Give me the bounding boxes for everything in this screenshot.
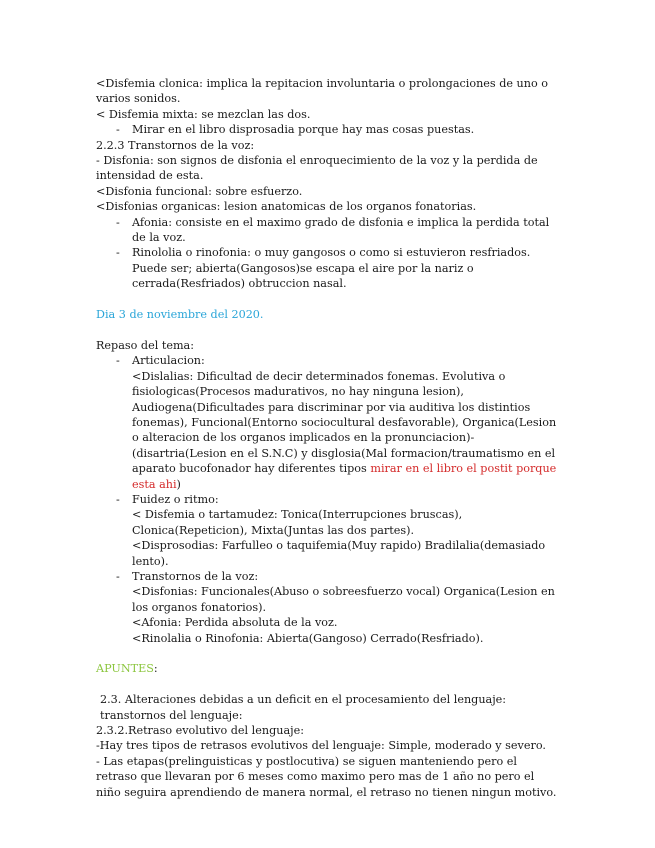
articulacion-end: ) bbox=[176, 477, 181, 491]
afonia-text: <Afonia: Perdida absoluta de la voz. bbox=[132, 616, 338, 630]
list-item bbox=[96, 245, 558, 291]
list-item-label: Transtornos de la voz: bbox=[132, 569, 259, 583]
disfonias-organicas-line: <Disfonias organicas: lesion anatomicas de los organos fonatorias. bbox=[96, 200, 477, 214]
disfonia-line: - Disfonia: son signos de disfonia el enroquecimiento de la voz y la perdida de intensidad de esta. bbox=[96, 154, 538, 183]
disprosodias-text: <Disprosodias: Farfulleo o taquifemia(Muy rapido) Bradilalia(demasiado lento). bbox=[132, 539, 546, 568]
bullet-dash: - bbox=[116, 354, 120, 368]
list-item-voz bbox=[96, 569, 558, 584]
disfemia-mixta-line: < Disfemia mixta: se mezclan las dos. bbox=[96, 107, 311, 121]
list-item-fluidez bbox=[96, 492, 558, 507]
date-heading: Dia 3 de noviembre del 2020. bbox=[96, 308, 264, 322]
list-item-label: Articulacion: bbox=[132, 354, 205, 368]
apuntes-label: APUNTES bbox=[96, 662, 154, 676]
bullet-dash: - bbox=[116, 123, 120, 137]
bullet-dash: - bbox=[116, 569, 120, 583]
list-item-text: Mirar en el libro disprosadia porque hay mas cosas puestas. bbox=[132, 123, 475, 137]
disfonia-funcional-line: <Disfonia funcional: sobre esfuerzo. bbox=[96, 184, 303, 198]
section-heading-2-3-2: 2.3.2.Retraso evolutivo del lenguaje: bbox=[96, 724, 304, 737]
apuntes-colon: : bbox=[153, 662, 158, 676]
rinolalia-text: <Rinolalia o Rinofonia: Abierta(Gangoso) Cerrado(Resfriado). bbox=[132, 631, 484, 645]
disfemia-clonica-line: <Disfemia clonica: implica la repitacion involuntaria o prolongaciones de uno o varios sonidos. bbox=[96, 77, 548, 106]
highlight-note: mirar en el libro el postit porque esta ahi bbox=[132, 462, 557, 491]
section-heading-2-2-3: 2.2.3 Transtornos de la voz: bbox=[96, 138, 255, 152]
articulacion-body: <Dislalias: Dificultad de decir determinados fonemas. Evolutiva o fisiologicas(Procesos madurativos, no hay ninguna lesion), Audiogena(Dificultades para discriminar por via auditiva los distintios fonemas), Funcional(Entorno sociocultural desfavorable), Organica(Lesion o alteracion de los organos implicados en la pronunciacion)-(disartria(Lesion en el S.N.C) y disglosia(Mal formacion/traumatismo en el aparato bucofonador hay diferentes tipos bbox=[132, 369, 557, 476]
list-item bbox=[96, 215, 558, 246]
list-item-text: Afonia: consiste en el maximo grado de disfonia e implica la perdida total de la voz. bbox=[132, 215, 550, 245]
articulacion-text bbox=[96, 369, 558, 492]
retraso-tipos-line: -Hay tres tipos de retrasos evolutivos del lenguaje: Simple, moderado y severo. bbox=[96, 739, 546, 753]
bullet-dash: - bbox=[116, 246, 120, 260]
retraso-etapas-line: - Las etapas(prelinguisticas y postlocutiva) se siguen manteniendo pero el retraso que llevaran por 6 meses como maximo pero mas de 1 año no pero el niño seguira aprendiendo de manera normal, el retraso no tienen ningun motivo. bbox=[96, 754, 557, 799]
list-item-articulacion bbox=[96, 353, 558, 368]
apuntes-heading bbox=[96, 661, 558, 676]
list-item-label: Fuidez o ritmo: bbox=[132, 492, 219, 506]
disfemia-text: < Disfemia o tartamudez: Tonica(Interrupciones bruscas), Clonica(Repeticion), Mixta(Juntas las dos partes). bbox=[132, 508, 463, 537]
section-heading-2-3: 2.3. Alteraciones debidas a un deficit en el procesamiento del lenguaje: transtornos del lenguaje: bbox=[100, 693, 507, 722]
repaso-title: Repaso del tema: bbox=[96, 338, 194, 352]
bullet-dash: - bbox=[116, 492, 120, 506]
disfonias-text: <Disfonias: Funcionales(Abuso o sobreesfuerzo vocal) Organica(Lesion en los organos fonatorios). bbox=[132, 585, 555, 614]
bullet-dash: - bbox=[116, 215, 120, 229]
list-item bbox=[96, 122, 558, 137]
list-item-text: Rinololia o rinofonia: o muy gangosos o como si estuvieron resfriados. Puede ser; abierta(Gangosos)se escapa el aire por la nariz o cerrada(Resfriados) obtruccion nasal. bbox=[132, 246, 531, 291]
document-page bbox=[96, 76, 558, 800]
